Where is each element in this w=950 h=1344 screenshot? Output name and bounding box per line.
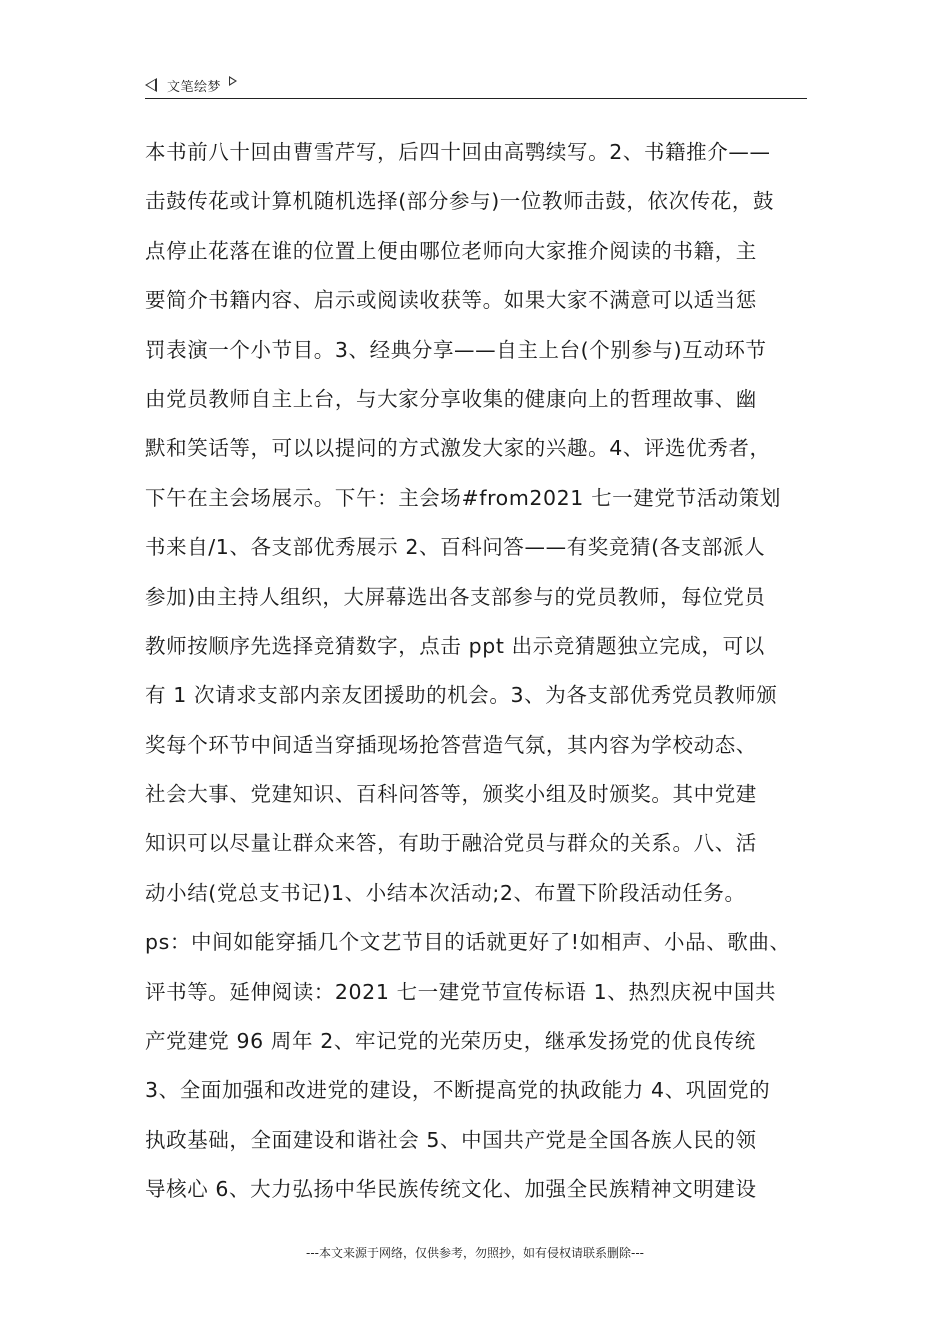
text-line: ps：中间如能穿插几个文艺节目的话就更好了!如相声、小品、歌曲、	[145, 930, 791, 955]
document-body	[145, 128, 811, 1215]
header-title: 文笔绘梦	[167, 79, 222, 95]
text-line: 参加)由主持人组织，大屏幕选出各支部参与的党员教师，每位党员	[145, 584, 766, 609]
text-line: 点停止花落在谁的位置上便由哪位老师向大家推介阅读的书籍，主	[145, 238, 757, 263]
text-line: 有 1 次请求支部内亲友团援助的机会。3、为各支部优秀党员教师颁	[145, 683, 778, 708]
text-line: 执政基础，全面建设和谐社会 5、中国共产党是全国各族人民的领	[145, 1127, 757, 1152]
text-line: 奖每个环节中间适当穿插现场抢答营造气氛，其内容为学校动态、	[145, 732, 757, 757]
triangle-left-icon	[145, 78, 157, 92]
text-line: 社会大事、党建知识、百科问答等，颁奖小组及时颁奖。其中党建	[145, 782, 757, 807]
text-line: 产党建党 96 周年 2、牢记党的光荣历史，继承发扬党的优良传统	[145, 1029, 756, 1054]
text-line: 3、全面加强和改进党的建设，不断提高党的执政能力 4、巩固党的	[145, 1078, 771, 1103]
page-header	[145, 72, 807, 99]
text-line: 书来自/1、各支部优秀展示 2、百科问答——有奖竞猜(各支部派人	[145, 535, 766, 560]
text-line: 导核心 6、大力弘扬中华民族传统文化、加强全民族精神文明建设	[145, 1177, 757, 1202]
text-line: 由党员教师自主上台，与大家分享收集的健康向上的哲理故事、幽	[145, 386, 757, 411]
text-line: 本书前八十回由曹雪芹写，后四十回由高鹗续写。2、书籍推介——	[145, 140, 771, 164]
text-line: 要简介书籍内容、启示或阅读收获等。如果大家不满意可以适当惩	[145, 288, 757, 313]
text-line: 默和笑话等，可以以提问的方式激发大家的兴趣。4、评选优秀者，	[145, 436, 771, 461]
text-line: 教师按顺序先选择竞猜数字，点击 ppt 出示竞猜题独立完成，可以	[145, 633, 765, 658]
text-line: 罚表演一个小节目。3、经典分享——自主上台(个别参与)互动环节	[145, 337, 767, 362]
text-line: 知识可以尽量让群众来答，有助于融洽党员与群众的关系。八、活	[145, 831, 757, 856]
text-line: 评书等。延伸阅读：2021 七一建党节宣传标语 1、热烈庆祝中国共	[145, 979, 777, 1004]
footer-disclaimer: ---本文来源于网络，仅供参考，勿照抄，如有侵权请联系删除---	[306, 1246, 644, 1260]
text-line: 动小结(党总支书记)1、小结本次活动;2、布置下阶段活动任务。	[145, 880, 746, 905]
text-line: 下午在主会场展示。下午：主会场#from2021 七一建党节活动策划	[145, 485, 781, 510]
text-line: 击鼓传花或计算机随机选择(部分参与)一位教师击鼓，依次传花，鼓	[145, 189, 775, 214]
triangle-right-icon	[229, 76, 237, 86]
